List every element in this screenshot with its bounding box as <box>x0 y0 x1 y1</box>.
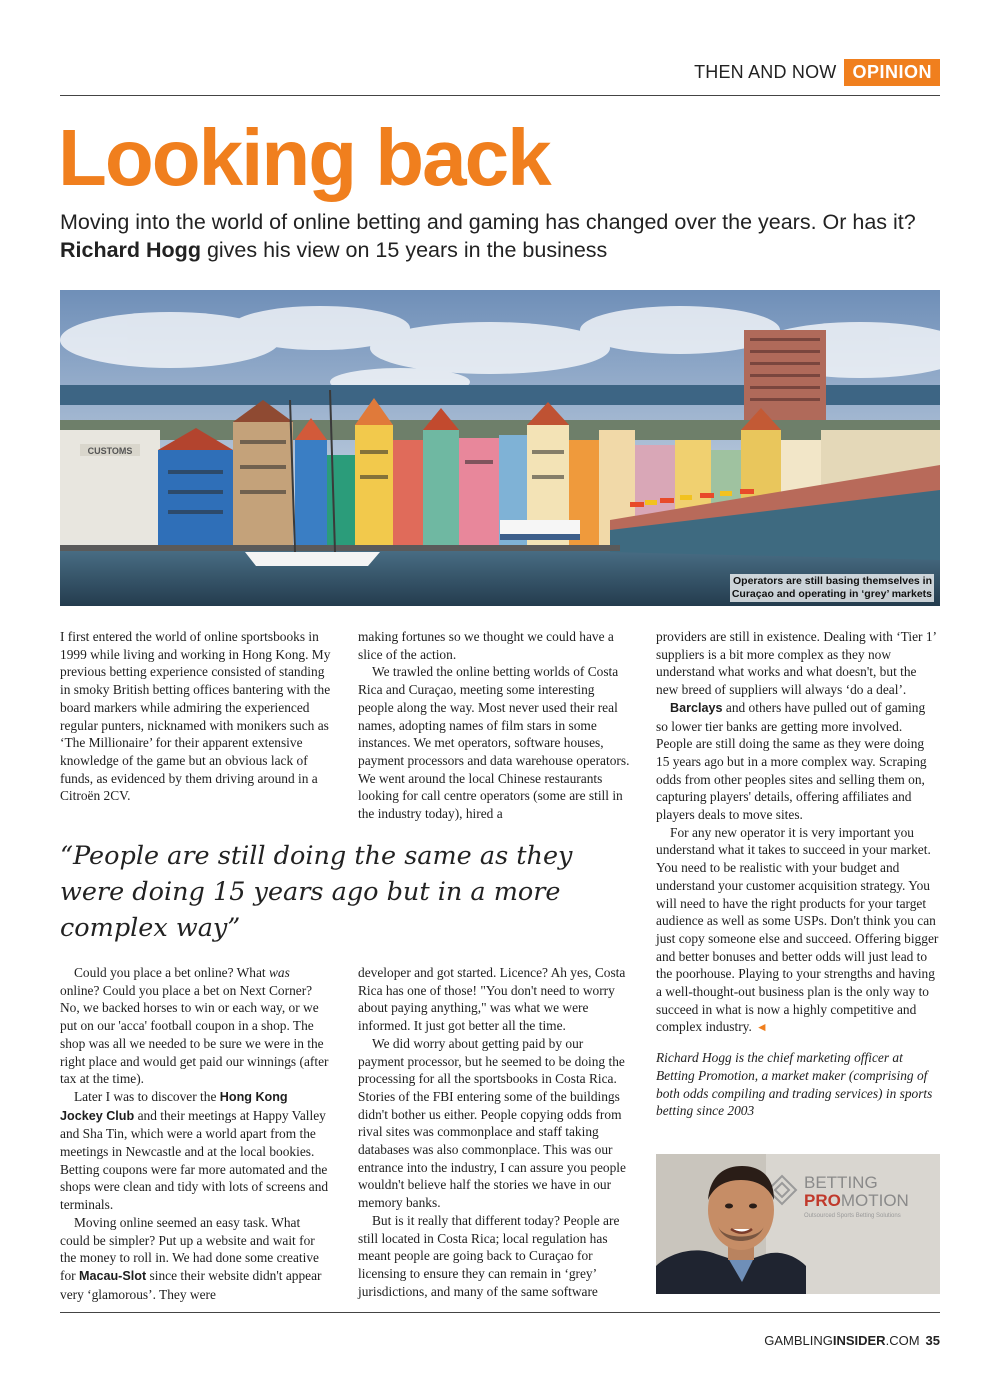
column-3 <box>656 628 940 1120</box>
bottom-rule <box>60 1312 940 1313</box>
author-bio: Richard Hogg is the chief marketing officer at Betting Promotion, a market maker (comprising of both odds compiling and trading services) in sports betting since 2003 <box>656 1050 933 1119</box>
paragraph-text: online? Could you place a bet on Next Corner? No, we backed horses to win or each way, or we put on our 'acca' football coupon in a shop. The shop was all we needed to be sure we were in the right place and would get paid our winnings (after tax at the time). <box>60 982 329 1087</box>
standfirst-text-end: gives his view on 15 years in the business <box>206 238 608 262</box>
pull-quote: “People are still doing the same as they were doing 15 years ago but in a more complex way” <box>60 841 573 943</box>
paragraph <box>656 699 940 824</box>
paragraph <box>656 824 940 1037</box>
page-footer <box>764 1333 940 1348</box>
column-2-bottom <box>358 964 630 1300</box>
paragraph: providers are still in existence. Dealing with ‘Tier 1’ suppliers is a bit more complex as they now understand what works and what doesn't, but the new breed of suppliers will always ‘do a deal’. <box>656 629 937 698</box>
company-name: Hong Kong Jockey Club <box>60 1089 288 1123</box>
standfirst <box>60 208 940 264</box>
paragraph <box>60 1088 332 1214</box>
section-label: THEN AND NOW <box>694 61 837 82</box>
logo-tagline: Outsourced Sports Betting Solutions <box>804 1213 901 1219</box>
logo-line-2 <box>804 1191 909 1210</box>
column-2-top <box>358 628 630 823</box>
standfirst-text: Moving into the world of online betting and gaming has changed over the years. Or has it? <box>60 210 916 234</box>
footer-site-b: INSIDER <box>832 1333 886 1348</box>
paragraph: developer and got started. Licence? Ah yes, Costa Rica has one of those! "You don't need to worry about paying anything," was what we were informed. It just got better all the time. <box>358 965 626 1034</box>
paragraph-text: Later I was to discover the <box>74 1088 217 1104</box>
emphasis: was <box>269 965 290 980</box>
page-number: 35 <box>925 1333 940 1348</box>
paragraph <box>60 964 332 1088</box>
caption-line-1: Operators are still basing themselves in <box>733 575 932 587</box>
headline: Looking back <box>58 113 550 202</box>
footer-site-a: GAMBLING <box>764 1333 833 1348</box>
section-header <box>694 58 940 86</box>
curacao-waterfront-photo <box>60 290 940 606</box>
waterfront-illustration <box>60 290 940 606</box>
end-mark-icon: ◄ <box>755 1020 768 1035</box>
footer-site-c: .COM <box>885 1333 920 1348</box>
logo-line-1: BETTING <box>804 1173 878 1192</box>
paragraph: I first entered the world of online sportsbooks in 1999 while living and working in Hong Kong. My previous betting experience consisted of standing in smoky British betting offices bantering with the board markers while admiring the experienced regular punters, nicknamed with monikers such as ‘The Millionaire’ for their apparent extensive knowledge of the game but an obvious lack of funds, as evidenced by them driving around in a Citroën 2CV. <box>60 629 331 804</box>
paragraph-text: and their meetings at Happy Valley and Sha Tin, which were a world apart from the meetings in Newcastle and at the local bookies. Betting coupons were far more automated and the shops were clean and tidy with lots of screens and terminals. <box>60 1107 329 1213</box>
paragraph-text: For any new operator it is very important you understand what it takes to succeed in your market. You need to be realistic with your budget and understand your customer acquisition strategy. You will need to have the right products for your target audience as well as some USPs. Don't think you can just copy someone else and succeed. Offering bigger and better bonuses and better odds will just lead to the poorhouse. Playing to your strengths and having a well-thought-out business plan is the only way to succeed in what is now a highly competitive and complex industry. <box>656 824 939 1035</box>
paragraph: But is it really that different today? People are still located in Costa Rica; local regulation has meant people are going back to Curaçao for licensing to ensure they can remain in ‘grey’ jurisdictions, and many of the same software <box>358 1212 620 1299</box>
portrait-illustration <box>656 1154 940 1294</box>
opinion-tag: OPINION <box>844 59 940 86</box>
paragraph-text: Moving online seemed an easy task. What could be simpler? Put up a website and wait for the money to roll in. We had done some creative for <box>60 1214 319 1283</box>
paragraph-text: and others have pulled out of gaming so lower tier banks are getting more involved. People are still doing the same as they were doing 15 years ago but in a more complex way. Scraping odds from other peoples sites and selling them on, capturing players' details, offering affiliates and players deals to move sites. <box>656 699 927 823</box>
caption-line-2: Curaçao and operating in ‘grey’ markets <box>731 588 932 600</box>
author-name: Richard Hogg <box>60 238 201 262</box>
top-rule <box>60 95 940 96</box>
customs-sign: CUSTOMS <box>87 446 133 456</box>
logo-motion: MOTION <box>840 1191 909 1210</box>
paragraph: making fortunes so we thought we could have a slice of the action. <box>358 629 614 662</box>
company-name: Macau-Slot <box>78 1268 147 1283</box>
column-1-bottom <box>60 964 332 1303</box>
logo-pro: PRO <box>804 1191 841 1210</box>
author-portrait <box>656 1154 940 1294</box>
company-name: Barclays <box>670 700 723 715</box>
paragraph: We trawled the online betting worlds of Costa Rica and Curaçao, meeting some interesting people along the way. Most never used their real names, adopting names of film stars in some instances. We met operators, software houses, payment processors and data warehouse operators. We went around the local Chinese restaurants looking for call centre operators (some are still in the industry today), hired a <box>358 664 630 822</box>
paragraph <box>60 1214 332 1304</box>
photo-caption <box>730 574 934 602</box>
column-1-top <box>60 628 332 805</box>
paragraph: We did worry about getting paid by our payment processor, but he seemed to be doing the processing for all the sportsbooks in Costa Rica. Stories of the FBI entering some of the buildings didn't bother us either. People copying odds from rival sites was commonplace and staff taking databases was also commonplace. This was our entrance into the industry, I can assure you people wouldn't believe half the stories we have in our memory banks. <box>358 1035 626 1211</box>
paragraph-text: since their website didn't appear very ‘glamorous’. They were <box>60 1267 322 1302</box>
paragraph-text: Could you place a bet online? What <box>74 965 266 980</box>
